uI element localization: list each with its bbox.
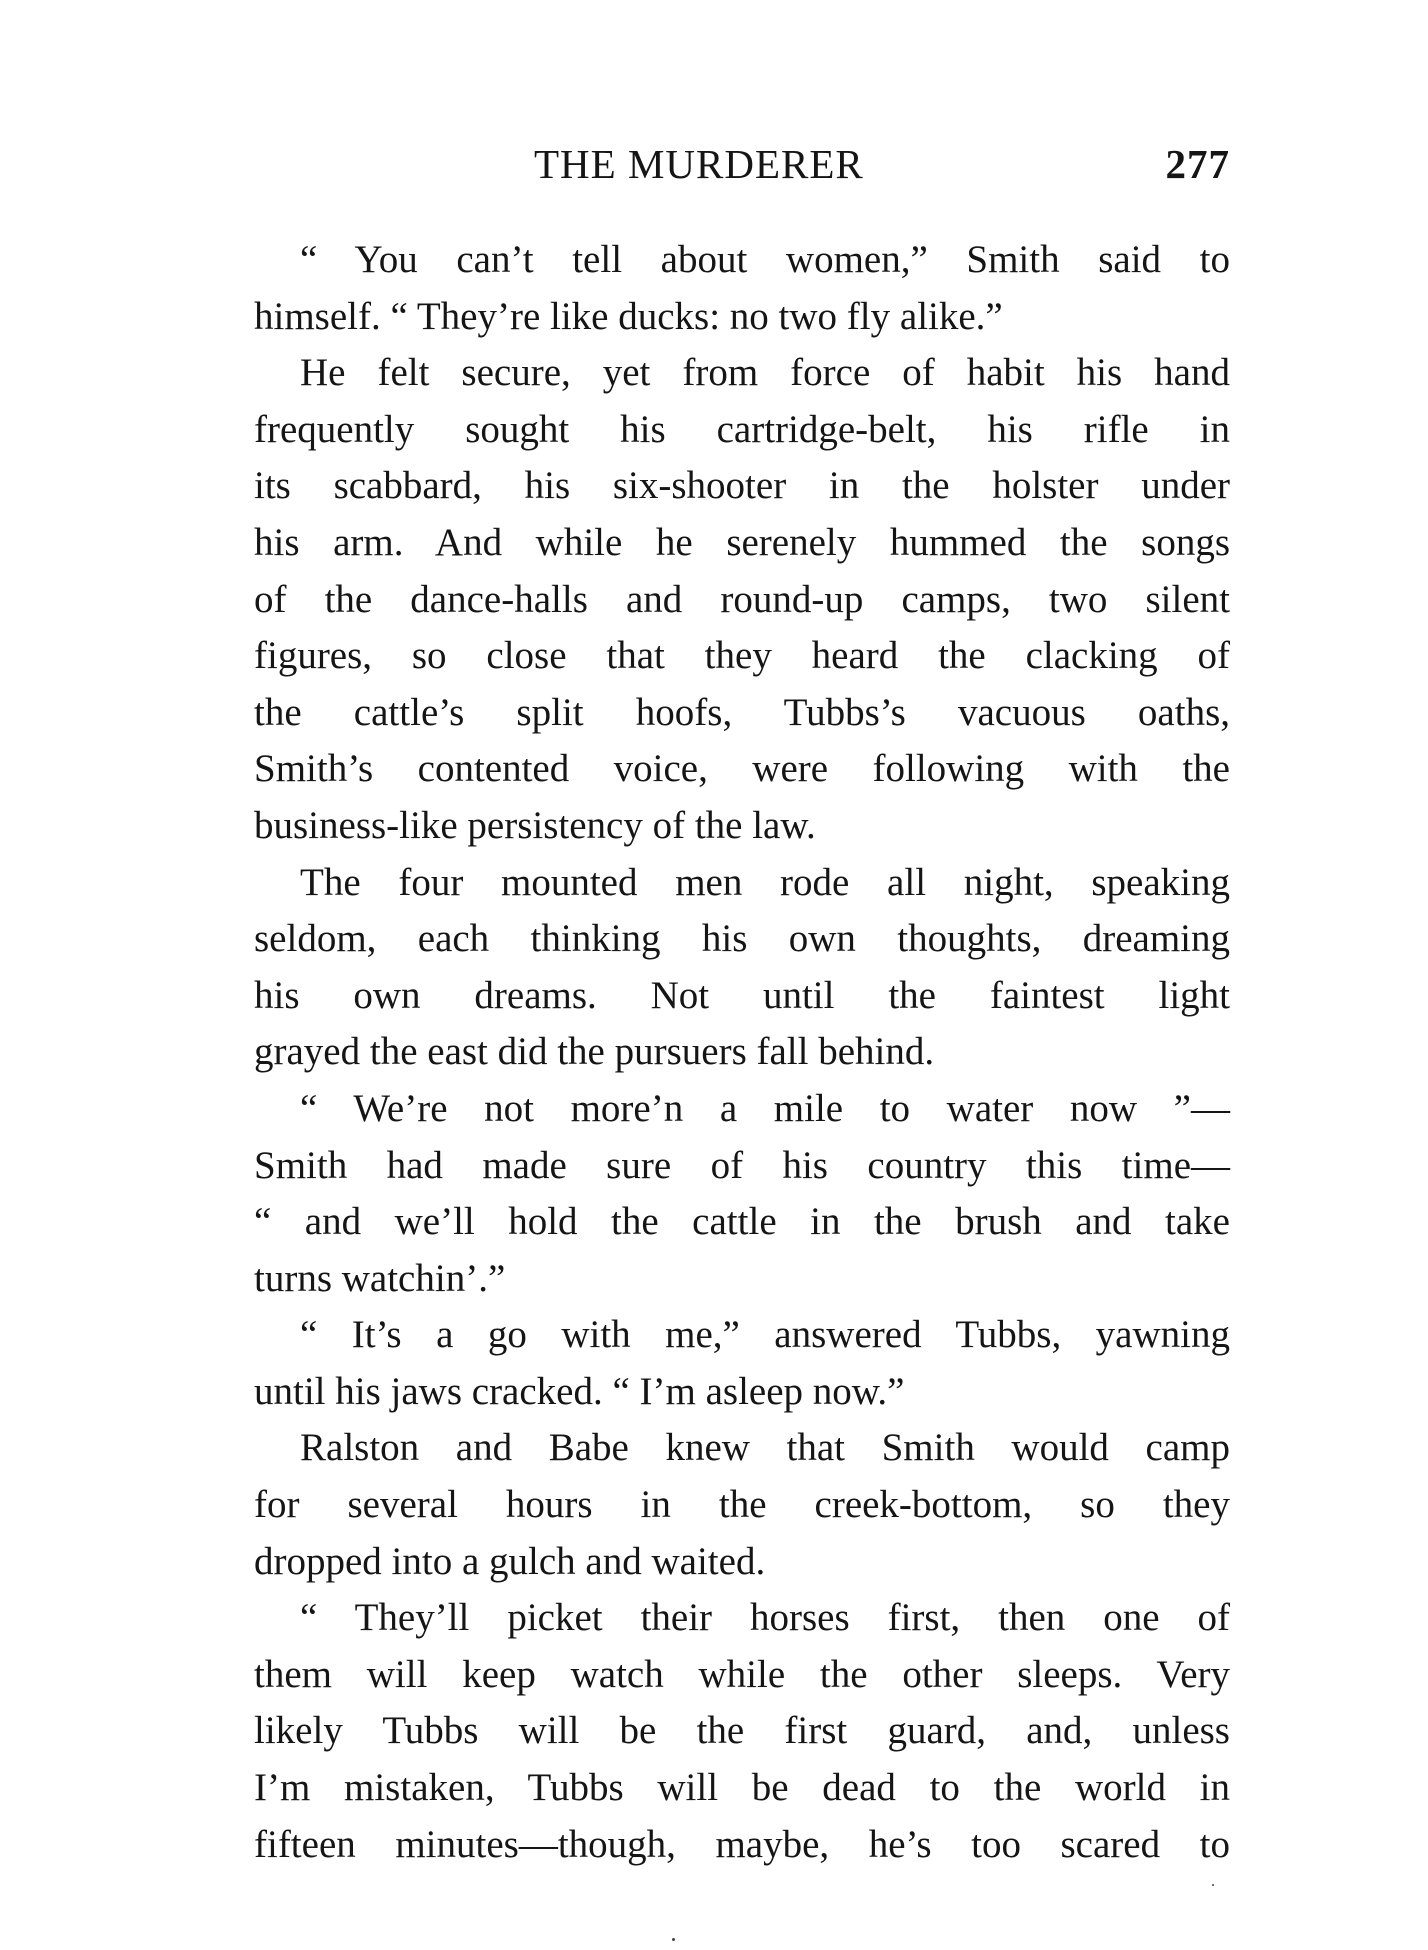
text-line: of the dance-halls and round-up camps, two silent [254, 577, 1230, 621]
text-line: the cattle’s split hoofs, Tubbs’s vacuous oaths, [254, 690, 1230, 734]
text-line: business-like persistency of the law. [254, 803, 816, 847]
text-line: them will keep watch while the other sleeps. Very [254, 1652, 1230, 1696]
text-line: grayed the east did the pursuers fall behind. [254, 1030, 935, 1074]
text-line: dropped into a gulch and waited. [254, 1539, 766, 1583]
text-line: himself. “ They’re like ducks: no two fly alike.” [254, 294, 1003, 338]
text-line: his own dreams. Not until the faintest light [254, 973, 1230, 1017]
text-line: likely Tubbs will be the first guard, and, unless [254, 1709, 1230, 1753]
text-line: frequently sought his cartridge-belt, his rifle in [254, 407, 1230, 451]
text-line: “ We’re not more’n a mile to water now ”— [300, 1086, 1230, 1130]
text-line: “ They’ll picket their horses first, then one of [300, 1596, 1230, 1640]
text-line: Ralston and Babe knew that Smith would camp [300, 1426, 1230, 1470]
page-number: 277 [1165, 141, 1230, 187]
text-line: Smith’s contented voice, were following with the [254, 747, 1230, 791]
text-line: for several hours in the creek-bottom, so they [254, 1483, 1230, 1527]
text-line: until his jaws cracked. “ I’m asleep now.” [254, 1369, 905, 1413]
running-title: THE MURDERER [534, 141, 864, 187]
text-line: seldom, each thinking his own thoughts, dreaming [254, 917, 1230, 961]
text-line: his arm. And while he serenely hummed the songs [254, 520, 1230, 564]
text-line: He felt secure, yet from force of habit his hand [300, 351, 1230, 395]
text-line: The four mounted men rode all night, speaking [300, 860, 1230, 904]
text-line: “ and we’ll hold the cattle in the brush and take [254, 1200, 1230, 1244]
text-line: “ You can’t tell about women,” Smith said to [300, 238, 1230, 281]
page-header [254, 140, 1230, 190]
print-speck [672, 1938, 675, 1941]
text-line: Smith had made sure of his country this time— [254, 1143, 1230, 1187]
text-line: “ It’s a go with me,” answered Tubbs, yawning [300, 1313, 1230, 1357]
print-speck [1212, 1884, 1214, 1886]
body-text [254, 232, 1230, 1873]
text-line: its scabbard, his six-shooter in the holster under [254, 464, 1230, 508]
text-line: fifteen minutes—though, maybe, he’s too scared to [254, 1822, 1230, 1866]
text-line: turns watchin’.” [254, 1256, 506, 1300]
text-line: figures, so close that they heard the clacking of [254, 634, 1230, 678]
text-line: I’m mistaken, Tubbs will be dead to the world in [254, 1766, 1230, 1810]
